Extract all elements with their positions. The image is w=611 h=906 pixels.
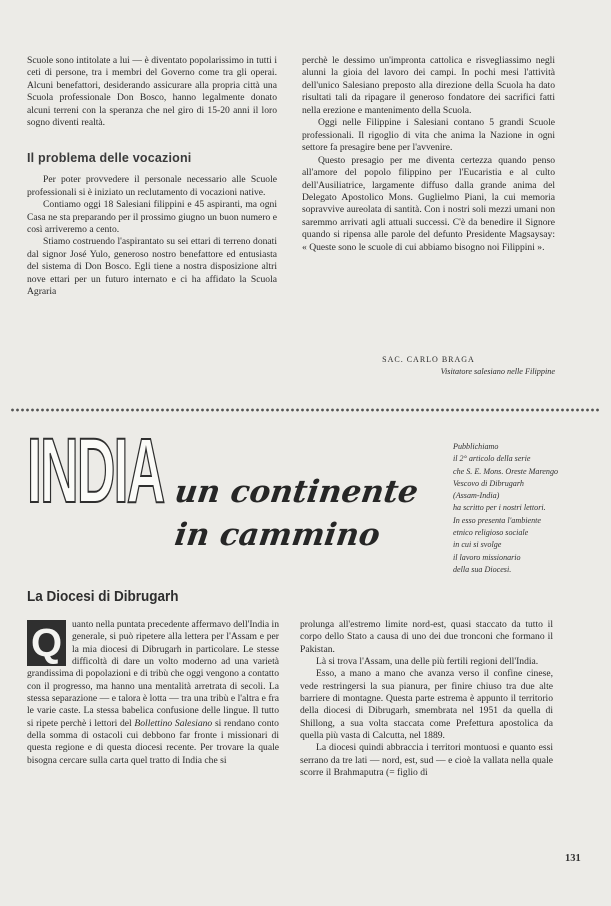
paragraph-text: si rendano conto della somma di ostacoli cui debbono far fronte i missionari di questa regione e di questa diocesi recente. Per trovare la quale bisogna cercare sulla carta quel tratto di India che si <box>27 717 279 766</box>
paragraph-text: uanto nella puntata precedente affermavo dell'India in generale, si può ripetere alla lettera per l'Assam e per la mia diocesi di Dibrugarh in particolare. Le stesse difficoltà di dare un volto moderno ad una varietà grandissima di popolazioni e di tribù che oggi vengono a contatto con il progresso, ma hanno una mentalità arretrata di secoli. La stessa separazione — e talora è lotta — tra una tribù e l'altra e fra le varie caste. La stessa babelica confusione delle lingue. Il tutto si ripete perchè i lettori del <box>27 619 279 729</box>
paragraph: prolunga all'estremo limite nord-est, quasi staccato da tutto il corpo dello Stato a causa di uno dei due tronconi che formano il Pakistan. <box>300 619 553 655</box>
paragraph: Stiamo costruendo l'aspirantato su sei ettari di terreno donati dal signor José Yulo, generoso nostro benefattore ed entusiasta del sistema di Don Bosco. Egli tiene a nostra disposizione altri nove ettari per un futuro internato e ci ha affidato la Scuola Agraria <box>27 236 277 298</box>
article-subtitle-line-1: un continente <box>172 474 421 510</box>
paragraph: Là si trova l'Assam, una delle più fertili regioni dell'India. <box>316 656 539 668</box>
article-title: INDIA <box>27 420 164 522</box>
intro-line: (Assam-India) <box>453 491 500 501</box>
paragraph: Contiamo oggi 18 Salesiani filippini e 45 aspiranti, ma ogni Casa ne sta preparando per il prossimo giugno un buon numero e così arriveremo a cento. <box>27 199 277 235</box>
section-heading-vocations: Il problema delle vocazioni <box>27 150 192 165</box>
dotted-divider <box>10 407 600 413</box>
bottom-right-column <box>300 619 553 779</box>
intro-line: in cui si svolge <box>453 540 502 550</box>
paragraph: Oggi nelle Filippine i Salesiani contano 5 grandi Scuole professionali. Il rigoglio di vita che anima la Nazione in ogni settore fa presagire bene per l'avvenire. <box>302 117 555 154</box>
intro-line: il lavoro missionario <box>453 552 521 562</box>
paragraph: Questo presagio per me diventa certezza quando penso all'amore del popolo filippino per l'Eucaristia e al culto dell'Ausiliatrice, largamente diffuso dalla grande anima del Delegato Apostolico Mons. Guglielmo Piani, la cui memoria sopravvive aureolata di santità. Con i nostri soli mezzi umani non saremmo arrivati agli attuali successi. C'è da benedire il Signore quando si ripensa alle parole del defunto Presidente Magsaysay: « Queste sono le scuole di cui abbiamo bisogno noi Filippini ». <box>302 154 555 253</box>
author-signature: SAC. CARLO BRAGA <box>382 355 475 364</box>
paragraph: La diocesi quindi abbraccia i territori montuosi e quanto essi serrano da tre lati — nord, est, sud — e cioè la vallata nella quale scorre il Brahmaputra (= figlio di <box>300 742 553 779</box>
intro-line: il 2° articolo della serie <box>453 454 531 464</box>
bottom-left-column <box>27 619 279 767</box>
top-right-column <box>302 55 555 254</box>
publication-name: Bollettino Salesiano <box>134 717 213 729</box>
paragraph: Scuole sono intitolate a lui — è diventato popolarissimo in tutti i ceti di persone, tra i membri del Governo come tra gli operai. Alcuni benefattori, desiderando assicurare alla propria città una Scuola professionale Don Bosco, hanno legalmente donato alcuni terreni con la speranza che nel giro di 15-20 anni il loro sogno diventi realtà. <box>27 55 277 129</box>
paragraph: Per poter provvedere il personale necessario alle Scuole professionali si è iniziato un reclutamento di vocazioni native. <box>27 174 277 198</box>
intro-line: etnico religioso sociale <box>453 528 529 538</box>
intro-line: ha scritto per i nostri lettori. <box>453 503 546 513</box>
paragraph: Esso, a mano a mano che avanza verso il confine cinese, vede restringersi la sua pianura, per finire chiuso tra due alte barriere di montagne. Questa parte estrema è appunto il territorio della diocesi di Dibrugarh, smembrata nel 1951 da quella di Shillong, a sua volta staccata come Prefettura apostolica da quella più vasta di Calcutta, nel 1889. <box>300 668 553 742</box>
intro-line: Vescovo di Dibrugarh <box>453 478 524 488</box>
paragraph: perchè le dessimo un'impronta cattolica e risvegliassimo negli alunni la gioia del lavoro dei campi. In pochi mesi l'attività dell'unico Salesiano preposto alla direzione della Scuola ha dato risultati tali da ripagare il generoso fondatore dei sacrifici fatti nella erezione e mantenimento della Scuola. <box>302 55 555 116</box>
editorial-intro-note <box>453 441 593 576</box>
paragraph <box>27 619 279 767</box>
section-heading-diocese: La Diocesi di Dibrugarh <box>27 588 179 605</box>
intro-line: che S. E. Mons. Oreste Marengo <box>453 466 559 476</box>
page-number: 131 <box>565 853 581 864</box>
intro-line: Pubblichiamo <box>453 442 499 451</box>
article-subtitle-line-2: in cammino <box>172 517 383 553</box>
intro-line: della sua Diocesi. <box>453 564 512 574</box>
drop-cap: Q <box>27 620 66 666</box>
top-left-column <box>27 55 277 299</box>
author-role: Visitatore salesiano nelle Filippine <box>440 367 555 376</box>
intro-line: In esso presenta l'ambiente <box>453 515 541 525</box>
